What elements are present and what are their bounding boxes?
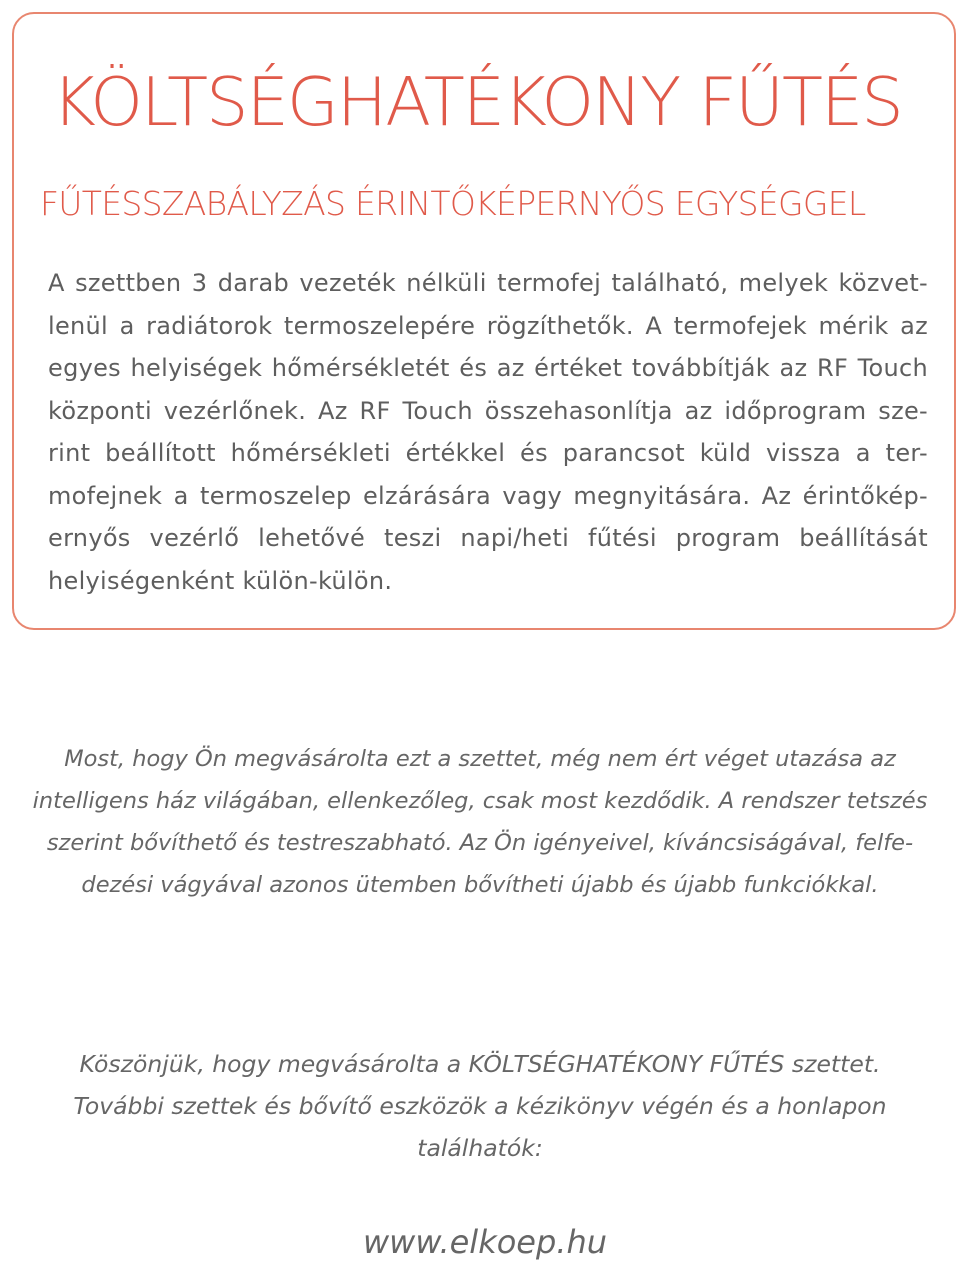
thanks-line: További szettek és bővítő eszközök a kézikönyv végén és a honlapon találhatók: xyxy=(73,1092,887,1162)
promo-line: szerint bővíthető és testreszabható. Az Ön igényeivel, kíváncsiságával, felfe- xyxy=(46,830,914,856)
page-title: KÖLTSÉGHATÉKONY FŰTÉS xyxy=(52,63,902,141)
promo-line: dezési vágyával azonos ütemben bővítheti újabb és újabb funkciókkal. xyxy=(81,872,879,898)
promo-line: intelligens ház világában, ellenkezőleg, csak most kezdődik. A rendszer tetszés xyxy=(32,788,928,814)
description-paragraph: A szettben 3 darab vezeték nélküli termofej található, melyek közvet-lenül a radiátorok termoszelepére rögzíthetők. A termofejek mérik az egyes helyiségek hőmérsékletét és az értéket továbbítják az RF Touch központi vezérlőnek. Az RF Touch összehasonlítja az időprogram sze-rint beállított hőmérsékleti értékkel és parancsot küld vissza a ter-mofejnek a termoszelep elzárására vagy megnyitására. Az érintőkép-ernyős vezérlő lehetővé teszi napi/heti fűtési program beállítását helyiségenként külön-külön. xyxy=(48,269,928,595)
promo-paragraph xyxy=(30,738,930,906)
page-subtitle: FŰTÉSSZABÁLYZÁS ÉRINTŐKÉPERNYŐS EGYSÉGGEL xyxy=(40,184,866,223)
thanks-line: Köszönjük, hogy megvásárolta a KÖLTSÉGHATÉKONY FŰTÉS szettet. xyxy=(79,1050,881,1078)
website-link[interactable]: www.elkoep.hu xyxy=(362,1223,608,1261)
thanks-paragraph xyxy=(30,1043,930,1169)
promo-line: Most, hogy Ön megvásárolta ezt a szettet, még nem ért véget utazása az xyxy=(64,746,896,772)
